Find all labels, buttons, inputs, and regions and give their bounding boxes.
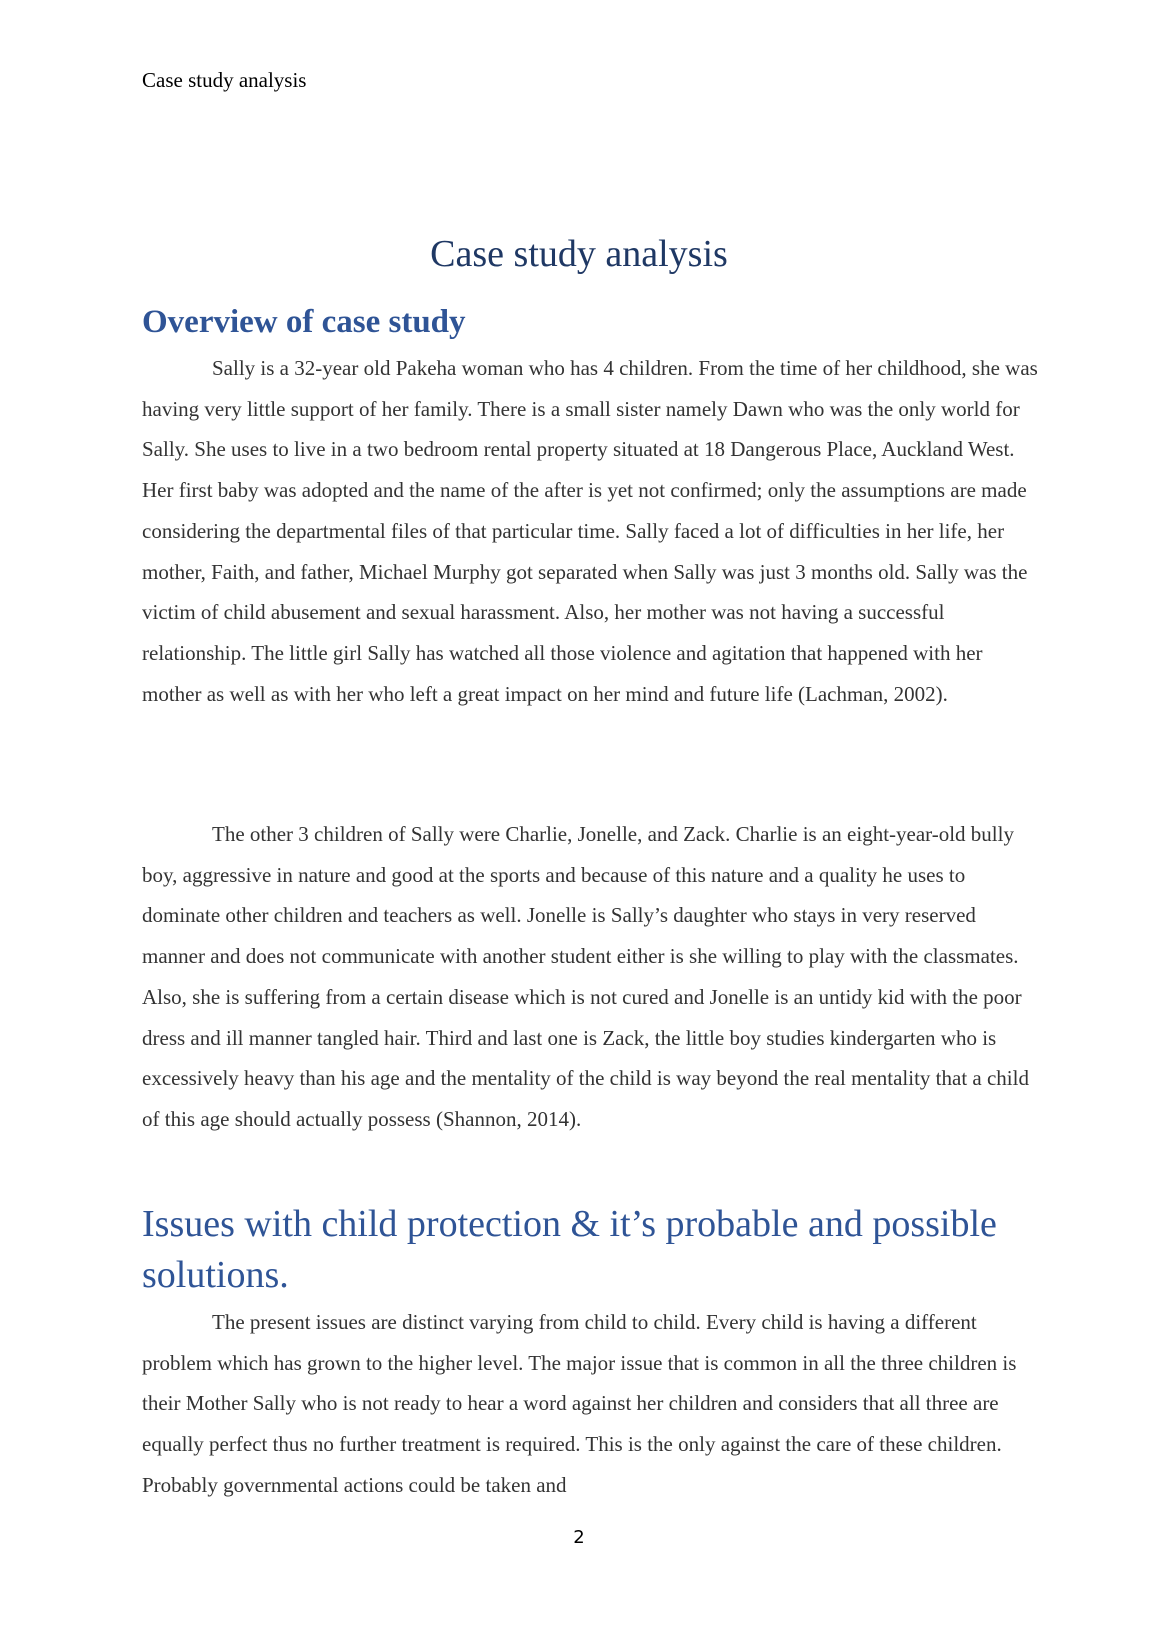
section-heading-issues: Issues with child protection & it’s probable and possible solutions.: [142, 1203, 997, 1296]
paragraph-text: The other 3 children of Sally were Charlie, Jonelle, and Zack. Charlie is an eight-year-old bully boy, aggressive in nature and good at the sports and because of this nature and a quality he uses to dominate other children and teachers as well. Jonelle is Sally’s daughter who stays in very reserved manner and does not communicate with another student either is she willing to play with the classmates. Also, she is suffering from a certain disease which is not cured and Jonelle is an untidy kid with the poor dress and ill manner tangled hair. Third and last one is Zack, the little boy studies kindergarten who is excessively heavy than his age and the mentality of the child is way beyond the real mentality that a child of this age should actually possess (Shannon, 2014).: [142, 822, 1029, 1131]
running-header: Case study analysis: [142, 68, 307, 92]
paragraph: [142, 814, 1042, 1140]
paragraph-text: The present issues are distinct varying from child to child. Every child is having a different problem which has grown to the higher level. The major issue that is common in all the three children is their Mother Sally who is not ready to hear a word against her children and considers that all three are equally perfect thus no further treatment is required. This is the only against the care of these children. Probably governmental actions could be taken and: [142, 1310, 1017, 1497]
paragraph: [142, 1302, 1042, 1506]
section-heading-overview: Overview of case study: [142, 304, 466, 340]
page-number: 2: [573, 1527, 585, 1548]
document-title: Case study analysis: [430, 233, 728, 275]
paragraph: [142, 348, 1042, 714]
paragraph-text: Sally is a 32-year old Pakeha woman who has 4 children. From the time of her childhood, she was having very little support of her family. There is a small sister namely Dawn who was the only world for Sally. She uses to live in a two bedroom rental property situated at 18 Dangerous Place, Auckland West. Her first baby was adopted and the name of the after is yet not confirmed; only the assumptions are made considering the departmental files of that particular time. Sally faced a lot of difficulties in her life, her mother, Faith, and father, Michael Murphy got separated when Sally was just 3 months old. Sally was the victim of child abusement and sexual harassment. Also, her mother was not having a successful relationship. The little girl Sally has watched all those violence and agitation that happened with her mother as well as with her who left a great impact on her mind and future life (Lachman, 2002).: [142, 356, 1038, 706]
